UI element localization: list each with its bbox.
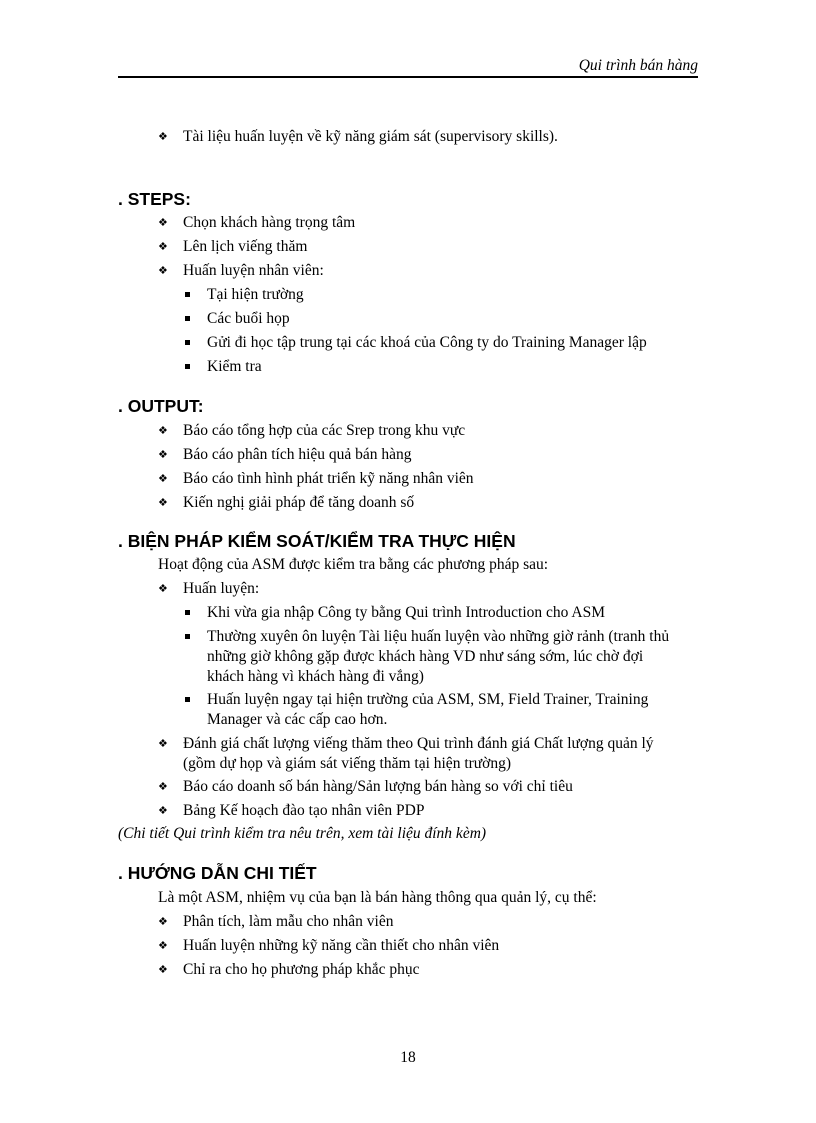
square-bullet-icon — [185, 292, 190, 297]
steps-heading: . STEPS: — [118, 189, 191, 209]
square-bullet-icon — [185, 316, 190, 321]
page-number: 18 — [400, 1049, 416, 1066]
bullet-text: Lên lịch viếng thăm — [183, 238, 308, 255]
output-heading: . OUTPUT: — [118, 396, 204, 416]
diamond-bullet-icon: ❖ — [158, 964, 168, 976]
bullet-text: Chỉ ra cho họ phương pháp khắc phục — [183, 961, 420, 978]
diamond-bullet-icon: ❖ — [158, 781, 168, 793]
sub-bullet-text: Tại hiện trường — [207, 286, 304, 303]
guide-intro: Là một ASM, nhiệm vụ của bạn là bán hàng thông qua quản lý, cụ thể: — [158, 889, 597, 906]
sub-bullet-text: Thường xuyên ôn luyện Tài liệu huấn luyện vào những giờ rảnh (tranh thủ — [207, 628, 670, 645]
square-bullet-icon — [185, 634, 190, 639]
bullet-text: Huấn luyện những kỹ năng cần thiết cho nhân viên — [183, 937, 500, 954]
diamond-bullet-icon: ❖ — [158, 473, 168, 485]
sub-bullet-text: Khi vừa gia nhập Công ty bằng Qui trình Introduction cho ASM — [207, 604, 606, 621]
square-bullet-icon — [185, 697, 190, 702]
square-bullet-icon — [185, 364, 190, 369]
square-bullet-icon — [185, 340, 190, 345]
bullet-text: Đánh giá chất lượng viếng thăm theo Qui trình đánh giá Chất lượng quản lý — [183, 735, 654, 752]
sub-bullet-text: Huấn luyện ngay tại hiện trường của ASM, SM, Field Trainer, Training — [207, 691, 649, 708]
bullet-text: Báo cáo tình hình phát triển kỹ năng nhân viên — [183, 470, 474, 487]
header-divider — [118, 76, 698, 78]
header-title: Qui trình bán hàng — [578, 57, 698, 74]
diamond-bullet-icon: ❖ — [158, 449, 168, 461]
square-bullet-icon — [185, 610, 190, 615]
diamond-bullet-icon: ❖ — [158, 916, 168, 928]
bullet-text: Báo cáo phân tích hiệu quả bán hàng — [183, 446, 412, 463]
sub-bullet-text: Kiểm tra — [207, 358, 262, 375]
diamond-bullet-icon: ❖ — [158, 940, 168, 952]
diamond-bullet-icon: ❖ — [158, 738, 168, 750]
bullet-text: Kiến nghị giải pháp để tăng doanh số — [183, 494, 415, 511]
diamond-bullet-icon: ❖ — [158, 425, 168, 437]
diamond-bullet-icon: ❖ — [158, 497, 168, 509]
guide-heading: . HƯỚNG DẪN CHI TIẾT — [118, 863, 317, 883]
bullet-text: Chọn khách hàng trọng tâm — [183, 214, 356, 231]
sub-bullet-continuation: Manager và các cấp cao hơn. — [207, 711, 388, 728]
diamond-bullet-icon: ❖ — [158, 805, 168, 817]
bullet-continuation: (gồm dự họp và giám sát viếng thăm tại hiện trường) — [183, 755, 512, 772]
bullet-text: Huấn luyện: — [183, 580, 260, 597]
diamond-bullet-icon: ❖ — [158, 241, 168, 253]
control-note: (Chi tiết Qui trình kiểm tra nêu trên, xem tài liệu đính kèm) — [118, 825, 487, 842]
bullet-text: Huấn luyện nhân viên: — [183, 262, 324, 279]
bullet-text: Báo cáo doanh số bán hàng/Sản lượng bán hàng so với chỉ tiêu — [183, 778, 573, 795]
bullet-text: Báo cáo tổng hợp của các Srep trong khu vực — [183, 422, 466, 439]
sub-bullet-text: Các buổi họp — [207, 310, 290, 327]
sub-bullet-text: Gửi đi học tập trung tại các khoá của Công ty do Training Manager lập — [207, 334, 647, 351]
sub-bullet-continuation: khách hàng vì khách hàng đi vắng) — [207, 668, 424, 685]
bullet-text: Phân tích, làm mẫu cho nhân viên — [183, 913, 394, 930]
diamond-bullet-icon: ❖ — [158, 583, 168, 595]
control-intro: Hoạt động của ASM được kiểm tra bằng các phương pháp sau: — [158, 556, 549, 573]
sub-bullet-continuation: những giờ không gặp được khách hàng VD như sáng sớm, lúc chờ đợi — [207, 648, 644, 665]
diamond-bullet-icon: ❖ — [158, 265, 168, 277]
diamond-bullet-icon: ❖ — [158, 131, 168, 143]
bullet-text: Tài liệu huấn luyện về kỹ năng giám sát (supervisory skills). — [183, 128, 558, 145]
diamond-bullet-icon: ❖ — [158, 217, 168, 229]
bullet-text: Bảng Kế hoạch đào tạo nhân viên PDP — [183, 802, 425, 819]
control-heading: . BIỆN PHÁP KIỂM SOÁT/KIỂM TRA THỰC HIỆN — [118, 531, 516, 551]
